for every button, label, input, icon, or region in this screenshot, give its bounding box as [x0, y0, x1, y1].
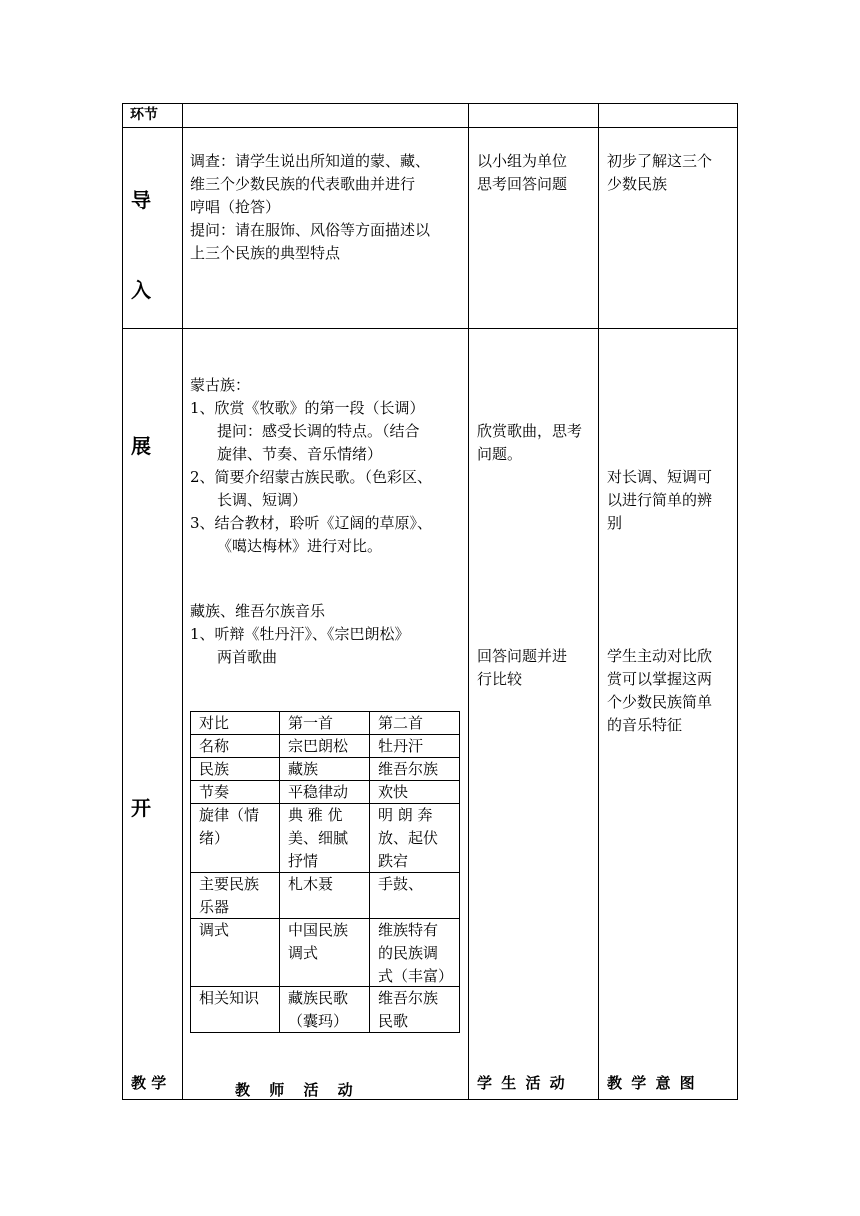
table-cell: 藏族民歌 [288, 989, 349, 1007]
table-cell: 民族 [199, 760, 230, 778]
column-divider [468, 104, 469, 1099]
table-cell: 手鼓、 [378, 875, 424, 893]
intro-label-top: 导 [131, 188, 151, 212]
table-cell: 绪） [199, 829, 230, 847]
footer-col2-label: 教 师 活 动 [235, 1081, 353, 1099]
table-cell: 中国民族 [288, 921, 349, 939]
table-cell: 节奏 [199, 783, 230, 801]
table-cell: 宗巴朗松 [288, 737, 349, 755]
table-cell: 美、细腻 [288, 829, 349, 847]
table-cell: 札木聂 [288, 875, 334, 893]
table-cell: 的民族调 [378, 944, 439, 962]
table-header-cell: 第一首 [288, 714, 334, 732]
footer-col4-label: 教 学 意 图 [607, 1074, 695, 1092]
table-cell: 抒情 [288, 852, 319, 870]
row-divider [123, 127, 737, 128]
lesson-plan-page: 环节 导 入 调查：请学生说出所知道的蒙、藏、 维三个少数民族的代表歌曲并进行 哼唱（抢答） 提问：请在服饰、风俗等方面描述以 上三个民族的典型特点 以小组为单位 思考回答问题 初步了解这三个 少数民族 展 开 蒙古族： 1、欣赏《牧歌》的第一段（长调） 提问：感受长调的特点。（结合 旋律、节奏、音乐情绪） 2、简要介绍蒙古族民歌。（色彩区、 长调、短调） 3、结合教材，聆听《辽阔的草原》、 《噶达梅林》进行对比。 藏族、维吾尔族音乐 1、听辩《牡丹汗》、《宗巴朗松》 两首歌曲 欣赏歌曲，思考 问题。 回答问题并进 行比较 对长调、短调可 以进行简单的辨 别 学生主动对比欣 赏可以掌握这两 个少数民族简单 的音乐特征 对比 第一首 第二首 名称 宗巴朗松 牡丹汗 民族 藏族 维吾尔族 节奏 平稳律动 欢快 旋律（情 绪） 典 雅 优 美、细腻 抒情 明 朗 奔 放、起伏 跌宕 主要民族 乐器 札木聂 手鼓、 调式 中国民族 调式 维族特有 的民族调 式（丰富） 相关知识 藏族民歌 （囊玛） 维吾尔族 民歌 教 学 教 师 活 动 学 生 活 动 教 学 意 图 [0, 0, 860, 1216]
table-cell: 维吾尔族 [378, 989, 439, 1007]
table-cell: 放、起伏 [378, 829, 439, 847]
table-cell: 名称 [199, 737, 230, 755]
intro-label-bottom: 入 [131, 278, 151, 302]
table-cell: 维吾尔族 [378, 760, 439, 778]
table-header-cell: 对比 [199, 714, 230, 732]
column-divider [598, 104, 599, 1099]
column-divider [182, 104, 183, 1099]
row-divider [123, 328, 737, 329]
table-cell: 主要民族 [199, 875, 260, 893]
table-cell: 藏族 [288, 760, 319, 778]
table-cell: 乐器 [199, 898, 230, 916]
table-cell: 跌宕 [378, 852, 409, 870]
table-cell: 明 朗 奔 [378, 806, 433, 824]
table-cell: （囊玛） [288, 1012, 349, 1030]
table-cell: 调式 [288, 944, 319, 962]
comparison-table [190, 711, 460, 1033]
section-header: 环节 [130, 107, 158, 123]
footer-col3-label: 学 生 活 动 [477, 1074, 565, 1092]
table-cell: 欢快 [378, 783, 409, 801]
table-header-cell: 第二首 [378, 714, 424, 732]
table-cell: 旋律（情 [199, 806, 260, 824]
table-cell: 民歌 [378, 1012, 409, 1030]
table-cell: 维族特有 [378, 921, 439, 939]
table-cell: 牡丹汗 [378, 737, 424, 755]
footer-col1-label: 教 学 [131, 1074, 167, 1092]
table-cell: 典 雅 优 [288, 806, 343, 824]
table-cell: 调式 [199, 921, 230, 939]
table-cell: 式（丰富） [378, 967, 454, 985]
develop-label-bottom: 开 [131, 796, 151, 820]
develop-label-top: 展 [131, 434, 151, 458]
table-cell: 平稳律动 [288, 783, 349, 801]
table-cell: 相关知识 [199, 989, 260, 1007]
